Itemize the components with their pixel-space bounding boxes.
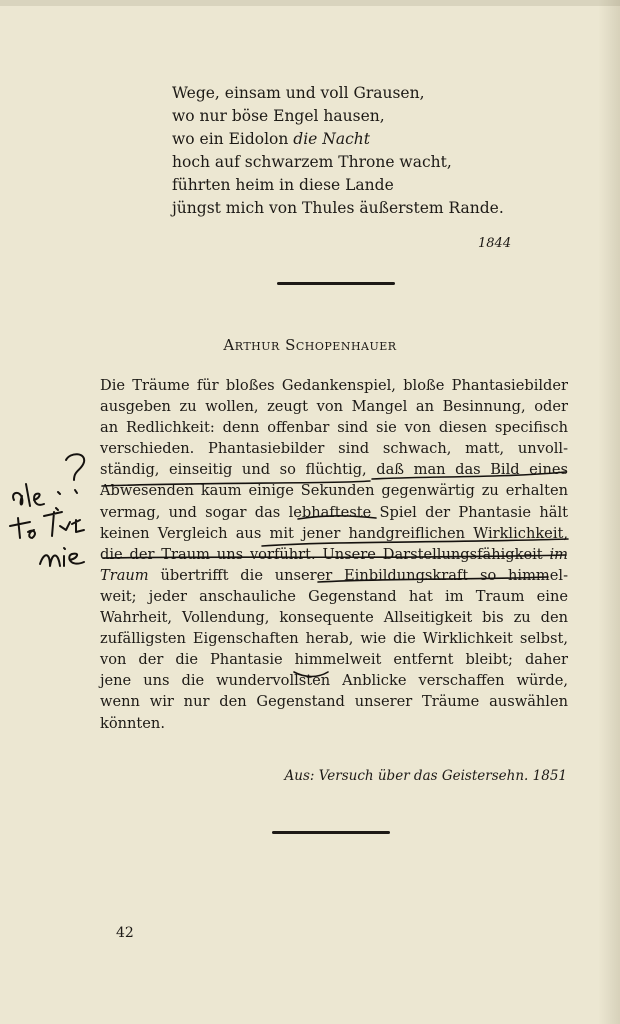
poem-line-text: wo ein Eidolon [172,130,294,148]
underline-mark [102,481,370,486]
poem-line: jüngst mich von Thules äußerstem Rande. [172,199,504,217]
paragraph-line-text: übertrifft die unserer Einbildungskraft so himmel- [160,566,568,584]
paragraph-line: könnten. [100,714,165,732]
paragraph-line: jene uns die wundervollsten Anblicke verschaffen würde, [100,672,568,690]
paragraph-line: ständig, einseitig und so flüchtig, daß man das Bild eines [100,461,568,479]
paragraph-line-text: die der Traum uns vorführt. Unsere Darstellungsfähigkeit [100,545,550,563]
margin-note-mie [40,548,84,566]
poem-year: 1844 [478,236,512,251]
underline-mark [318,577,548,582]
paragraph-line: wenn wir nur den Gegenstand unserer Träume auswählen [100,693,568,711]
paragraph-line: keinen Vergleich aus mit jener handgreiflichen Wirklichkeit, [100,524,568,542]
poem-line: hoch auf schwarzem Throne wacht, [172,153,452,171]
paragraph-line: Die Träume für bloßes Gedankenspiel, bloße Phantasiebilder [100,377,568,394]
underline-mark [294,672,328,677]
strikethrough-mark [372,472,566,479]
poem-line: wo nur böse Engel hausen, [172,107,385,125]
italic-word-im: im [549,545,568,563]
source-title: Aus: Versuch über das Geistersehn. [284,768,529,784]
paragraph-line: vermag, und sogar das lebhafteste Spiel der Phantasie hält [100,503,568,521]
margin-note-dot [56,492,60,510]
margin-question-mark [66,454,84,493]
underline-mark [103,555,566,558]
paragraph-line: von der die Phantasie himmelweit entfernt bleibt; daher [100,651,568,669]
source-year: 1851 [532,768,567,784]
poem-line: führten heim in diese Lande [172,176,394,194]
strikethrough-mark [262,539,568,546]
paragraph-line: Abwesenden kaum einige Sekunden gegenwärtig zu erhalten [100,482,568,500]
paragraph-line: ausgeben zu wollen, zeugt von Mangel an Besinnung, oder [100,398,568,416]
strikethrough-mark [298,516,376,519]
paragraph-line: Wahrheit, Vollendung, konsequente Allseitigkeit bis zu den [100,609,568,627]
margin-note-to-thnz [10,512,84,538]
paragraph-line: an Redlichkeit: denn offenbar sind sie von diesen specifisch [100,419,568,437]
poem-line: Wege, einsam und voll Grausen, [172,84,425,102]
italic-word-traum: Traum [100,566,149,584]
poem-italic-phrase: die Nacht [293,130,370,148]
paragraph-line: verschieden. Phantasiebilder sind schwach, matt, unvoll- [100,440,568,458]
author-heading: Arthur Schopenhauer [223,336,397,354]
paragraph-line: zufälligsten Eigenschaften herab, wie die Wirklichkeit selbst, [100,630,568,648]
page-number: 42 [116,925,134,941]
margin-note-ale [13,484,44,506]
paragraph-line: weit; jeder anschauliche Gegenstand hat im Traum eine [100,587,568,605]
